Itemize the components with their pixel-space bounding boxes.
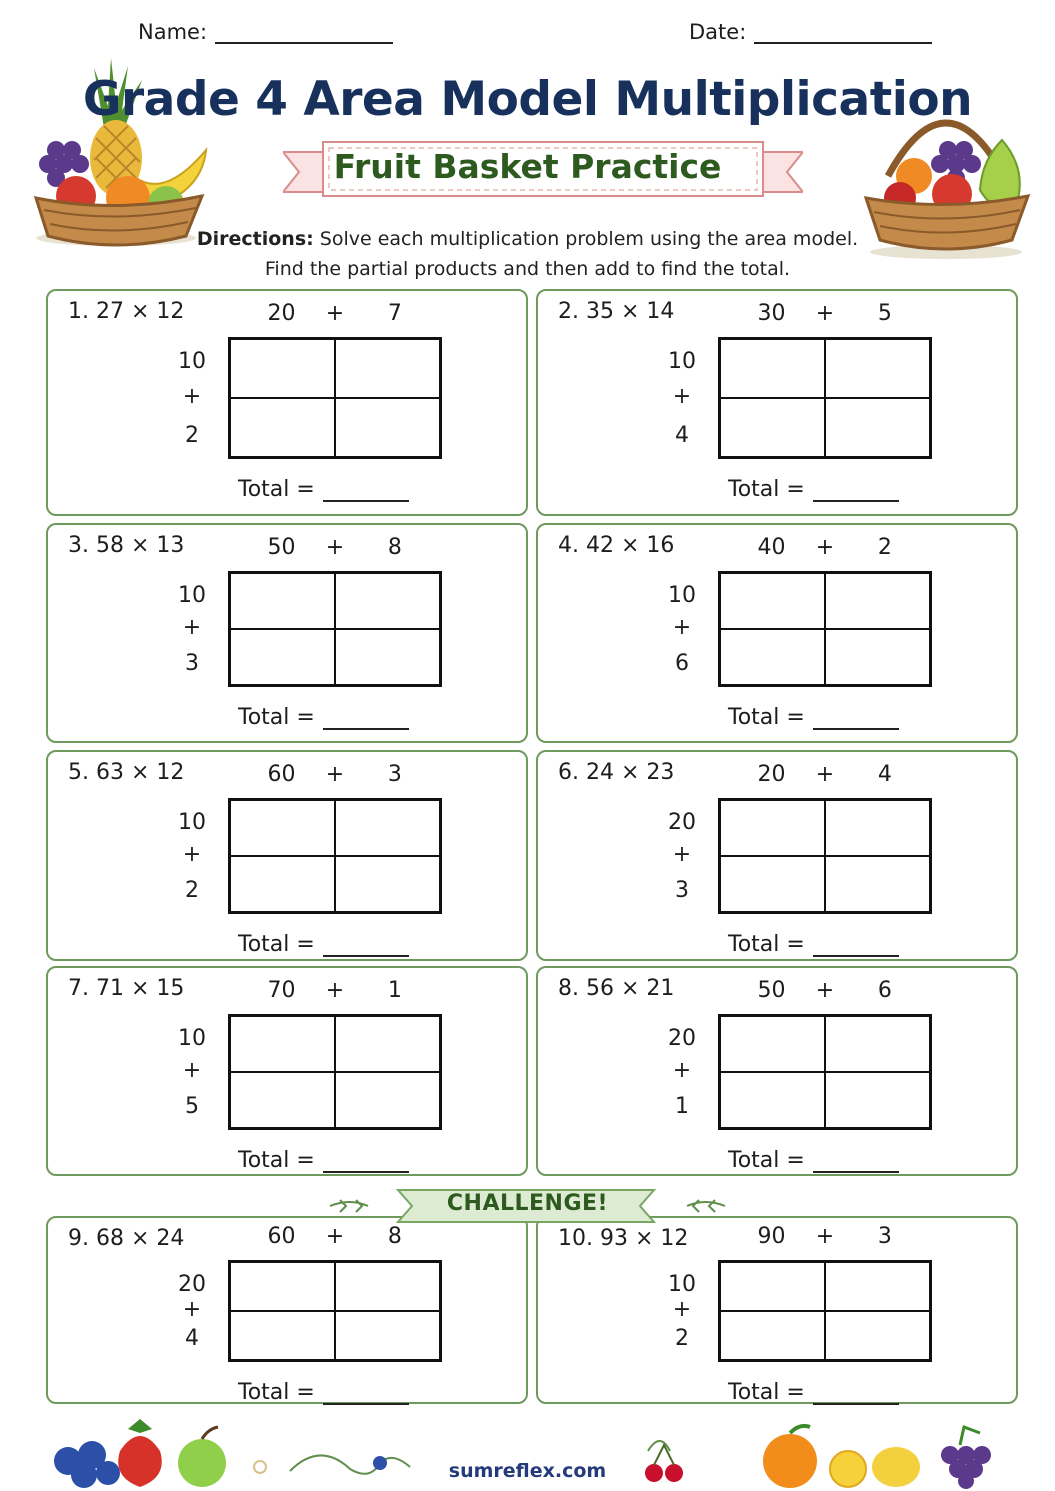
area-model-grid — [228, 1014, 442, 1130]
partial-product-cell[interactable] — [230, 573, 335, 629]
total-label: Total = — [728, 1380, 805, 1405]
problem-card — [536, 966, 1018, 1176]
area-model-grid — [718, 1014, 932, 1130]
partial-product-cell[interactable] — [230, 1016, 335, 1072]
partial-product-cell[interactable] — [825, 1262, 930, 1311]
partial-product-cell[interactable] — [720, 339, 825, 398]
problem-label: 5. 63 × 12 — [68, 760, 185, 785]
date-blank[interactable] — [754, 22, 932, 44]
challenge-label: CHALLENGE! — [446, 1191, 609, 1216]
side-addend-b: 4 — [675, 423, 689, 448]
side-addend-b: 2 — [185, 423, 199, 448]
total-label: Total = — [728, 705, 805, 730]
partial-product-cell[interactable] — [825, 800, 930, 856]
total-field[interactable] — [238, 705, 409, 730]
top-addend-b: 8 — [387, 1224, 402, 1249]
total-field[interactable] — [728, 705, 899, 730]
total-field[interactable] — [238, 1148, 409, 1173]
side-plus: + — [672, 384, 692, 409]
problem-label: 4. 42 × 16 — [558, 533, 675, 558]
total-field[interactable] — [728, 477, 899, 502]
problem-label: 7. 71 × 15 — [68, 976, 185, 1001]
partial-product-cell[interactable] — [335, 573, 440, 629]
partial-product-cell[interactable] — [335, 856, 440, 912]
side-plus: + — [672, 842, 692, 867]
total-field[interactable] — [728, 932, 899, 957]
total-field[interactable] — [728, 1148, 899, 1173]
problem-card — [46, 1216, 528, 1404]
partial-product-cell[interactable] — [825, 1311, 930, 1360]
side-addend-a: 10 — [178, 349, 206, 374]
side-plus: + — [672, 615, 692, 640]
partial-product-cell[interactable] — [825, 339, 930, 398]
total-blank[interactable] — [323, 710, 409, 730]
side-addend-a: 10 — [178, 583, 206, 608]
partial-product-cell[interactable] — [230, 1072, 335, 1128]
area-model-grid — [718, 798, 932, 914]
top-addend-a: 90 — [757, 1224, 786, 1249]
side-plus: + — [182, 1297, 202, 1322]
total-blank[interactable] — [323, 482, 409, 502]
side-plus: + — [672, 1297, 692, 1322]
total-field[interactable] — [238, 477, 409, 502]
total-label: Total = — [728, 477, 805, 502]
partial-product-cell[interactable] — [335, 1016, 440, 1072]
area-model-grid — [718, 571, 932, 687]
side-plus: + — [182, 384, 202, 409]
partial-product-cell[interactable] — [720, 1072, 825, 1128]
top-addend-b: 8 — [387, 535, 402, 560]
partial-product-cell[interactable] — [825, 629, 930, 685]
top-addend-b: 5 — [877, 301, 892, 326]
top-plus: + — [815, 978, 835, 1003]
side-plus: + — [182, 1058, 202, 1083]
partial-product-cell[interactable] — [720, 800, 825, 856]
side-addend-a: 10 — [178, 1026, 206, 1051]
partial-product-cell[interactable] — [230, 800, 335, 856]
problem-label: 9. 68 × 24 — [68, 1226, 185, 1251]
top-plus: + — [325, 535, 345, 560]
top-addend-b: 6 — [877, 978, 892, 1003]
top-plus: + — [325, 978, 345, 1003]
area-model-grid — [228, 571, 442, 687]
problem-card — [536, 750, 1018, 961]
partial-product-cell[interactable] — [335, 398, 440, 457]
top-addend-a: 20 — [267, 301, 296, 326]
total-label: Total = — [238, 1380, 315, 1405]
partial-product-cell[interactable] — [230, 339, 335, 398]
top-addend-b: 1 — [387, 978, 402, 1003]
problem-label: 8. 56 × 21 — [558, 976, 675, 1001]
top-addend-a: 70 — [267, 978, 296, 1003]
name-field[interactable] — [138, 20, 393, 44]
top-plus: + — [325, 301, 345, 326]
partial-product-cell[interactable] — [825, 573, 930, 629]
directions-line-1: Solve each multiplication problem using the area model. — [313, 228, 859, 250]
partial-product-cell[interactable] — [335, 1262, 440, 1311]
directions-line-2: Find the partial products and then add to find the total. — [264, 258, 791, 280]
side-addend-a: 20 — [668, 1026, 696, 1051]
side-addend-b: 5 — [185, 1094, 199, 1119]
partial-product-cell[interactable] — [230, 629, 335, 685]
total-blank[interactable] — [813, 1385, 899, 1405]
top-addend-a: 60 — [267, 1224, 296, 1249]
total-blank[interactable] — [813, 710, 899, 730]
side-addend-b: 3 — [185, 651, 199, 676]
top-plus: + — [325, 1224, 345, 1249]
problem-card — [536, 1216, 1018, 1404]
side-addend-b: 1 — [675, 1094, 689, 1119]
partial-product-cell[interactable] — [720, 1016, 825, 1072]
side-plus: + — [182, 615, 202, 640]
total-blank[interactable] — [323, 1385, 409, 1405]
partial-product-cell[interactable] — [335, 1072, 440, 1128]
problem-label: 1. 27 × 12 — [68, 299, 185, 324]
side-addend-b: 2 — [675, 1326, 689, 1351]
problem-card — [46, 289, 528, 516]
date-label: Date: — [689, 20, 747, 44]
partial-product-cell[interactable] — [335, 339, 440, 398]
partial-product-cell[interactable] — [230, 1262, 335, 1311]
name-blank[interactable] — [215, 22, 393, 44]
top-plus: + — [325, 762, 345, 787]
top-addend-a: 40 — [757, 535, 786, 560]
top-addend-b: 2 — [877, 535, 892, 560]
total-label: Total = — [238, 1148, 315, 1173]
area-model-grid — [228, 337, 442, 459]
side-addend-a: 20 — [668, 810, 696, 835]
top-addend-a: 60 — [267, 762, 296, 787]
top-plus: + — [815, 762, 835, 787]
side-plus: + — [182, 842, 202, 867]
problem-label: 10. 93 × 12 — [558, 1226, 689, 1251]
top-plus: + — [815, 1224, 835, 1249]
total-blank[interactable] — [813, 1153, 899, 1173]
side-plus: + — [672, 1058, 692, 1083]
area-model-grid — [718, 1260, 932, 1362]
side-addend-b: 4 — [185, 1326, 199, 1351]
problem-card — [536, 289, 1018, 516]
total-blank[interactable] — [323, 937, 409, 957]
total-field[interactable] — [238, 932, 409, 957]
partial-product-cell[interactable] — [720, 1262, 825, 1311]
area-model-grid — [718, 337, 932, 459]
top-addend-a: 50 — [267, 535, 296, 560]
partial-product-cell[interactable] — [230, 398, 335, 457]
partial-product-cell[interactable] — [825, 398, 930, 457]
site-link[interactable]: sumreflex.com — [448, 1460, 607, 1482]
partial-product-cell[interactable] — [825, 856, 930, 912]
top-addend-b: 7 — [387, 301, 402, 326]
top-addend-a: 50 — [757, 978, 786, 1003]
side-addend-b: 2 — [185, 878, 199, 903]
side-addend-a: 10 — [668, 1272, 696, 1297]
total-label: Total = — [728, 932, 805, 957]
top-addend-a: 20 — [757, 762, 786, 787]
partial-product-cell[interactable] — [720, 573, 825, 629]
partial-product-cell[interactable] — [720, 856, 825, 912]
partial-product-cell[interactable] — [230, 1311, 335, 1360]
partial-product-cell[interactable] — [335, 800, 440, 856]
top-plus: + — [815, 301, 835, 326]
total-label: Total = — [238, 477, 315, 502]
problem-card — [46, 966, 528, 1176]
problem-card — [46, 750, 528, 961]
directions — [0, 224, 1055, 284]
total-label: Total = — [238, 705, 315, 730]
partial-product-cell[interactable] — [230, 856, 335, 912]
problem-label: 6. 24 × 23 — [558, 760, 675, 785]
problem-card — [536, 523, 1018, 743]
side-addend-a: 10 — [668, 583, 696, 608]
side-addend-a: 10 — [178, 810, 206, 835]
side-addend-b: 3 — [675, 878, 689, 903]
area-model-grid — [228, 1260, 442, 1362]
top-addend-b: 3 — [387, 762, 402, 787]
total-blank[interactable] — [813, 482, 899, 502]
total-blank[interactable] — [323, 1153, 409, 1173]
top-addend-b: 4 — [877, 762, 892, 787]
partial-product-cell[interactable] — [335, 629, 440, 685]
directions-label: Directions: — [196, 228, 314, 250]
total-field[interactable] — [728, 1380, 899, 1405]
total-field[interactable] — [238, 1380, 409, 1405]
side-addend-a: 20 — [178, 1272, 206, 1297]
partial-product-cell[interactable] — [825, 1072, 930, 1128]
name-label: Name: — [138, 20, 208, 44]
problem-card — [46, 523, 528, 743]
total-label: Total = — [238, 932, 315, 957]
partial-product-cell[interactable] — [720, 1311, 825, 1360]
subtitle: Fruit Basket Practice — [333, 147, 722, 186]
date-field[interactable] — [689, 20, 932, 44]
total-blank[interactable] — [813, 937, 899, 957]
partial-product-cell[interactable] — [825, 1016, 930, 1072]
top-plus: + — [815, 535, 835, 560]
partial-product-cell[interactable] — [720, 398, 825, 457]
top-addend-a: 30 — [757, 301, 786, 326]
partial-product-cell[interactable] — [335, 1311, 440, 1360]
page-title: Grade 4 Area Model Multiplication — [82, 72, 973, 127]
problem-label: 2. 35 × 14 — [558, 299, 675, 324]
side-addend-a: 10 — [668, 349, 696, 374]
total-label: Total = — [728, 1148, 805, 1173]
partial-product-cell[interactable] — [720, 629, 825, 685]
problem-label: 3. 58 × 13 — [68, 533, 185, 558]
area-model-grid — [228, 798, 442, 914]
side-addend-b: 6 — [675, 651, 689, 676]
top-addend-b: 3 — [877, 1224, 892, 1249]
